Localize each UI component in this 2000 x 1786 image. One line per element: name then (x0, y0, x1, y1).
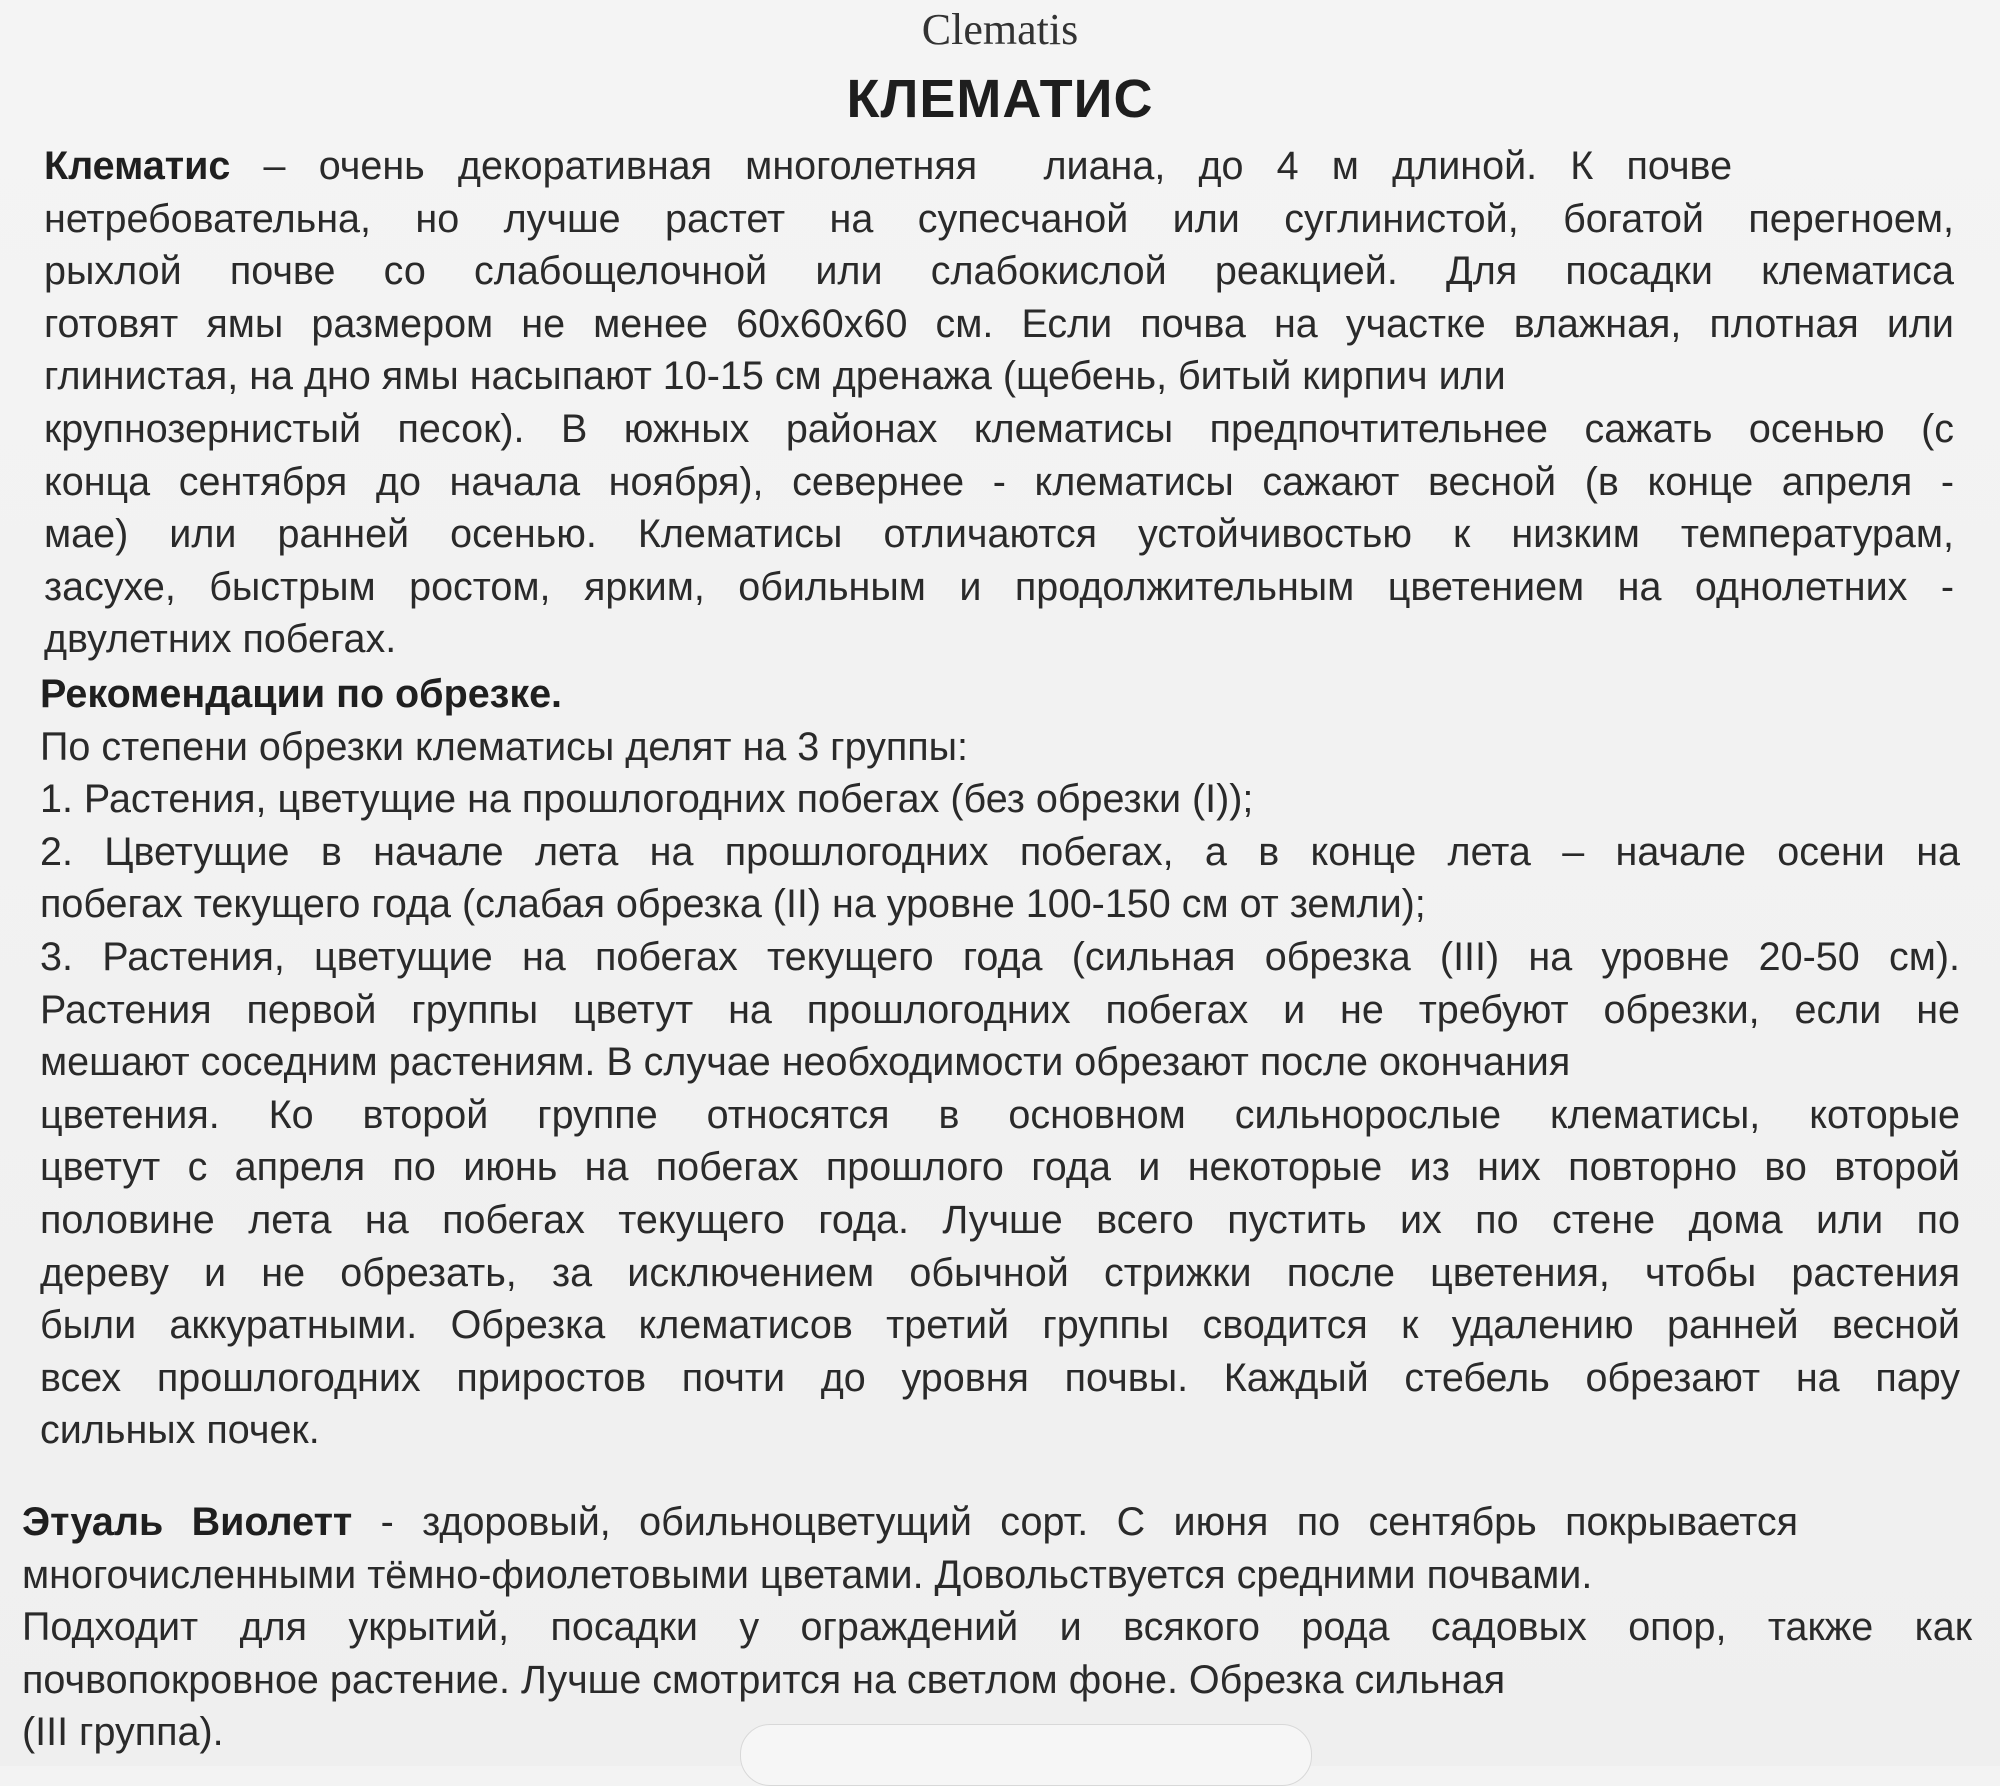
pruning-line: цветут с апреля по июнь на побегах прошлого года и некоторые из них повторно во второй (40, 1145, 1960, 1190)
variety-paragraph (22, 1496, 1972, 1759)
intro-line: конца сентября до начала ноября), севернее - клематисы сажают весной (в конце апреля - (44, 459, 1954, 504)
intro-paragraph (44, 140, 1954, 666)
pruning-line: Растения первой группы цветут на прошлогодних побегах и не требуют обрезки, если не (40, 987, 1960, 1032)
variety-line: многочисленными тёмно-фиолетовыми цветами. Довольствуется средними почвами. (22, 1552, 1593, 1597)
pruning-line: были аккуратными. Обрезка клематисов третий группы сводится к удалению ранней весной (40, 1303, 1960, 1348)
pruning-line: 2. Цветущие в начале лета на прошлогодних побегах, а в конце лета – начале осени на (40, 829, 1960, 874)
intro-line: готовят ямы размером не менее 60х60х60 см. Если почва на участке влажная, плотная или (44, 301, 1954, 346)
intro-line: мае) или ранней осенью. Клематисы отличаются устойчивостью к низким температурам, (44, 512, 1954, 557)
intro-line: крупнозернистый песок). В южных районах клематисы предпочтительнее сажать осенью (с (44, 406, 1954, 451)
pruning-line: дереву и не обрезать, за исключением обычной стрижки после цветения, чтобы растения (40, 1250, 1960, 1295)
pruning-line: 1. Растения, цветущие на прошлогодних побегах (без обрезки (I)); (40, 777, 1254, 822)
pruning-line: цветения. Ко второй группе относятся в основном сильнорослые клематисы, которые (40, 1092, 1960, 1137)
intro-line: нетребовательна, но лучше растет на супесчаной или суглинистой, богатой перегноем, (44, 196, 1954, 241)
pruning-line: половине лета на побегах текущего года. Лучше всего пустить их по стене дома или по (40, 1197, 1960, 1242)
intro-line: засухе, быстрым ростом, ярким, обильным и продолжительным цветением на однолетних - (44, 564, 1954, 609)
variety-line: почвопокровное растение. Лучше смотрится на светлом фоне. Обрезка сильная (22, 1657, 1506, 1702)
intro-line: рыхлой почве со слабощелочной или слабокислой реакцией. Для посадки клематиса (44, 249, 1954, 294)
page-title: КЛЕМАТИС (846, 69, 1154, 129)
variety-line: Подходит для укрытий, посадки у ограждений и всякого рода садовых опор, также как (22, 1605, 1972, 1650)
intro-line: глинистая, на дно ямы насыпают 10-15 см дренажа (щебень, битый кирпич или (44, 354, 1506, 399)
intro-line: двулетних побегах. (44, 617, 397, 662)
variety-line-1 (22, 1496, 1972, 1549)
pruning-line: 3. Растения, цветущие на побегах текущего года (сильная обрезка (III) на уровне 20-50 см). (40, 934, 1960, 979)
latin-title: Clematis (921, 5, 1079, 54)
variety-lead: Этуаль Виолетт (22, 1500, 353, 1544)
pruning-line: сильных почек. (40, 1408, 320, 1453)
pruning-line: побегах текущего года (слабая обрезка (II) на уровне 100-150 см от земли); (40, 882, 1426, 927)
variety-line: (III группа). (22, 1710, 224, 1755)
package-window-edge (740, 1724, 1312, 1786)
intro-lead: Клематис (44, 144, 231, 188)
pruning-line: По степени обрезки клематисы делят на 3 группы: (40, 724, 968, 769)
pruning-section (40, 668, 1960, 1457)
pruning-line: всех прошлогодних приростов почти до уровня почвы. Каждый стебель обрезают на пару (40, 1355, 1960, 1400)
intro-line-1-text: – очень декоративная многолетняя лиана, до 4 м длиной. К почве (230, 144, 1733, 188)
intro-line-1 (44, 140, 1954, 193)
pruning-heading: Рекомендации по обрезке. (40, 672, 563, 716)
pruning-line: мешают соседним растениям. В случае необходимости обрезают после окончания (40, 1040, 1571, 1085)
variety-line-1-text: - здоровый, обильноцветущий сорт. С июня по сентябрь покрывается (352, 1500, 1799, 1544)
